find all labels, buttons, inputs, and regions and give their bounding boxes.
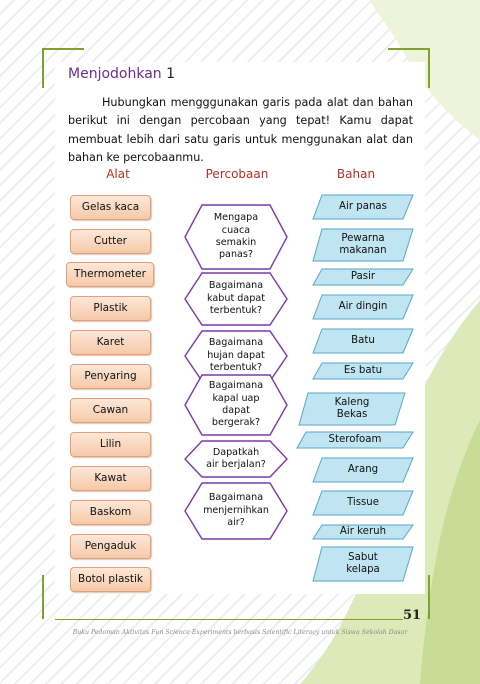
bahan-item[interactable] bbox=[312, 546, 414, 582]
alat-item[interactable]: Cutter bbox=[70, 229, 151, 254]
corner-mark bbox=[42, 48, 84, 50]
bahan-item[interactable] bbox=[296, 431, 414, 449]
column-header-percobaan: Percobaan bbox=[205, 167, 269, 181]
bahan-label: Pasir bbox=[350, 271, 376, 282]
corner-mark bbox=[42, 48, 44, 88]
percobaan-item[interactable] bbox=[184, 374, 288, 436]
bahan-item[interactable] bbox=[312, 490, 414, 516]
column-header-bahan: Bahan bbox=[336, 167, 376, 181]
bahan-item[interactable] bbox=[298, 392, 406, 426]
alat-item[interactable]: Lilin bbox=[70, 432, 151, 457]
footer-divider bbox=[55, 619, 403, 620]
bahan-item[interactable] bbox=[312, 268, 414, 286]
alat-item[interactable]: Penyaring bbox=[70, 364, 151, 389]
title-number: 1 bbox=[166, 66, 176, 82]
corner-mark bbox=[42, 575, 44, 619]
bahan-item[interactable] bbox=[312, 457, 414, 483]
bahan-label: Air panas bbox=[339, 201, 387, 212]
alat-item[interactable]: Kawat bbox=[70, 466, 151, 491]
bahan-label: Pewarna makanan bbox=[339, 233, 387, 256]
bahan-label: Arang bbox=[347, 464, 379, 475]
alat-item[interactable]: Thermometer bbox=[66, 262, 154, 287]
alat-item[interactable]: Karet bbox=[70, 330, 151, 355]
percobaan-item[interactable] bbox=[184, 440, 288, 478]
alat-item[interactable]: Plastik bbox=[70, 296, 151, 321]
bahan-label: Batu bbox=[351, 335, 375, 346]
alat-item[interactable]: Gelas kaca bbox=[70, 195, 151, 220]
column-header-alat: Alat bbox=[106, 167, 130, 181]
bahan-label: Sabut kelapa bbox=[346, 552, 380, 575]
bahan-label: Air dingin bbox=[338, 301, 388, 312]
percobaan-label: Dapatkah air berjalan? bbox=[206, 446, 266, 470]
bahan-label: Kaleng Bekas bbox=[334, 397, 370, 420]
alat-item[interactable]: Pengaduk bbox=[70, 534, 151, 559]
alat-item[interactable]: Botol plastik bbox=[70, 567, 151, 592]
percobaan-item[interactable] bbox=[184, 272, 288, 326]
title-heading: Menjodohkan bbox=[68, 66, 162, 82]
corner-mark bbox=[428, 48, 430, 88]
instruction-text: Hubungkan mengggunakan garis pada alat dan bahan berikut ini dengan percobaan yang tepat! Kamu dapat membuat lebih dari satu garis untuk menggunakan alat dan bahan ke percobaanmu. bbox=[68, 96, 413, 165]
bahan-item[interactable] bbox=[312, 228, 414, 262]
alat-item[interactable]: Baskom bbox=[70, 500, 151, 525]
percobaan-item[interactable] bbox=[184, 204, 288, 270]
bahan-item[interactable] bbox=[312, 328, 414, 354]
percobaan-label: Bagaimana kabut dapat terbentuk? bbox=[207, 280, 265, 317]
bahan-item[interactable] bbox=[312, 294, 414, 320]
section-title bbox=[68, 66, 175, 82]
bahan-item[interactable] bbox=[312, 362, 414, 380]
percobaan-label: Bagaimana kapal uap dapat bergerak? bbox=[208, 380, 264, 429]
bahan-label: Tissue bbox=[346, 497, 380, 508]
bahan-label: Es batu bbox=[343, 365, 383, 376]
corner-mark bbox=[388, 48, 430, 50]
percobaan-item[interactable] bbox=[184, 482, 288, 540]
percobaan-label: Bagaimana hujan dapat terbentuk? bbox=[207, 337, 265, 374]
bahan-item[interactable] bbox=[312, 194, 414, 220]
percobaan-label: Bagaimana menjernihkan air? bbox=[203, 492, 269, 529]
bahan-label: Sterofoam bbox=[328, 434, 382, 445]
alat-item[interactable]: Cawan bbox=[70, 398, 151, 423]
percobaan-label: Mengapa cuaca semakin panas? bbox=[213, 212, 259, 261]
page-number: 51 bbox=[403, 608, 422, 623]
footer-text: Buku Pedoman Aktivitas Fun Science Experiments berbasis Scientific Literacy untuk Siswa Sekolah Dasar bbox=[72, 629, 408, 636]
corner-mark bbox=[428, 575, 430, 619]
bahan-item[interactable] bbox=[312, 524, 414, 540]
bahan-label: Air keruh bbox=[339, 526, 387, 537]
